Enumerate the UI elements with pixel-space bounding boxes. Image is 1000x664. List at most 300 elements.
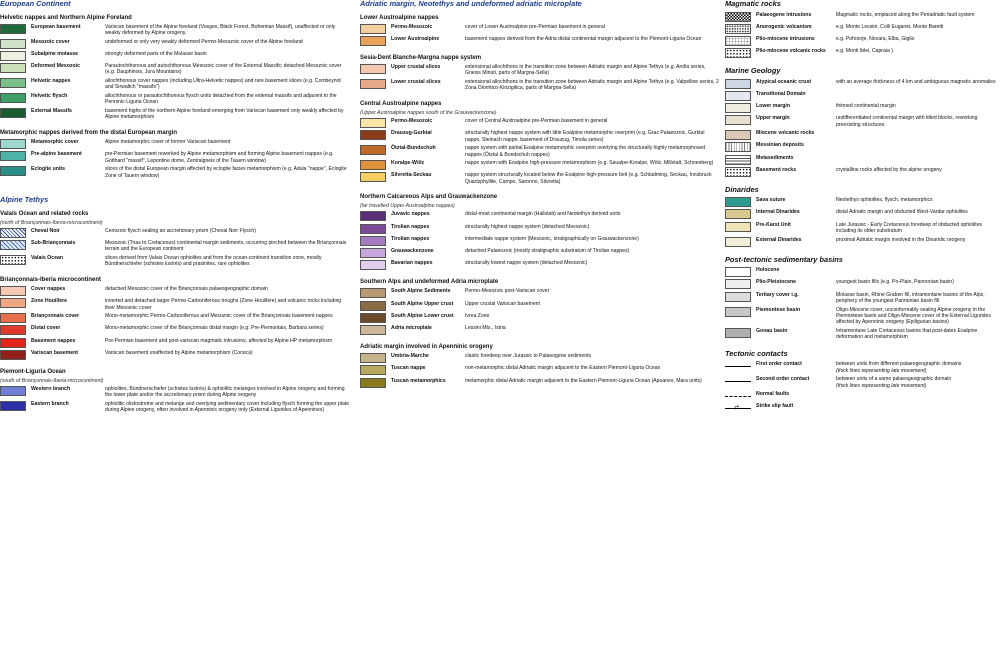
swatch	[0, 298, 26, 308]
group-title-briançonnais: Briançonnais-Iberia microcontinent	[0, 276, 102, 283]
legend-label: Anorogenic volcanism	[756, 23, 812, 30]
legend-label: Umbria-Marche	[391, 353, 429, 360]
legend-desc: Late Jurassic - Early Cretaceous foredeep of obducted ophiolites including its older substratum	[836, 221, 983, 235]
legend-label: Variscan basement	[31, 349, 79, 356]
legend-row	[0, 298, 350, 311]
legend-desc: nappe system structurally located below the Eoalpine high-pressure belt (e.g. Schladming, Seckau, Innsbruck Quartzphyllite, Campo, Saronno, Silvretta)	[465, 172, 712, 185]
legend-row	[360, 325, 720, 335]
legend-row	[360, 301, 720, 311]
legend-row	[0, 228, 350, 238]
legend-label: Pre-alpine basement	[31, 151, 82, 158]
legend-row	[0, 24, 350, 37]
legend-label: Plio-miocene intrusions	[756, 35, 815, 42]
group-lower-austroalpine	[360, 24, 720, 46]
legend-label: External Dinarides	[756, 236, 802, 243]
legend-row	[725, 307, 1000, 326]
legend-desc: Mesozoic (Trias to Cretaceous) continental margin sediments, occurring pinched between the Briançonnais terrain and the European continent	[105, 239, 347, 253]
legend-row	[725, 209, 1000, 219]
swatch	[725, 103, 751, 113]
legend-row	[0, 151, 350, 164]
legend-desc: Intramontane Late Cretaceous basins that post-dates Eoalpine deformation and metamorphism	[836, 327, 978, 341]
swatch	[0, 151, 26, 161]
legend-label: Holocene	[756, 267, 780, 274]
legend-label: Sub-Briançonnais	[31, 239, 76, 246]
legend-label: Koralpe-Wölz	[391, 160, 425, 167]
swatch	[725, 197, 751, 207]
section-title-magmatic-rocks: Magmatic rocks	[725, 0, 781, 8]
swatch	[360, 301, 386, 311]
legend-row	[360, 353, 720, 363]
swatch	[0, 139, 26, 149]
legend-row	[725, 79, 1000, 89]
legend-desc: extensional allochthons in the transition zone between Adriatic margin and Alpine Tethys (e.g. Arolla series, Gneiss Minuti, parts of Margna-Sella)	[465, 64, 706, 77]
swatch	[360, 172, 386, 182]
legend-label: Second order contact	[756, 376, 810, 383]
first-order-contact-icon	[725, 361, 751, 371]
legend-row	[360, 172, 720, 185]
swatch	[0, 24, 26, 34]
legend-note: (thick lines representing late movement)	[836, 367, 927, 374]
swatch	[725, 279, 751, 289]
legend-desc: Magmatic rocks, emplaced along the Periadriatic fault system	[836, 11, 975, 18]
legend-label: Piemontese basin	[756, 306, 801, 313]
legend-label: Eclogite units	[31, 166, 66, 173]
legend-row	[725, 267, 1000, 277]
legend-row	[360, 236, 720, 246]
swatch	[725, 292, 751, 302]
legend-label: Basement nappes	[31, 337, 76, 344]
legend-label: Silvretta-Seckau	[391, 172, 432, 179]
legend-desc: Variscan basement unaffected by Alpine metamorphism (Corsica)	[105, 349, 253, 356]
legend-label: Upper crustal slices	[391, 64, 441, 71]
legend-label: Eastern branch	[31, 400, 69, 407]
legend-desc: allochthonous cover nappes (including Ultra-Helvetic nappes) and rare basement slices (e.g. Combeynot and Sirwaltch "massifs")	[105, 78, 341, 91]
swatch	[725, 115, 751, 125]
swatch	[360, 24, 386, 34]
legend-label: Plio-miocene volcanic rocks	[756, 48, 826, 55]
legend-desc: basement nappes derived from the Adria distal continental margin adjacent to the Piemont-Liguria Ocean	[465, 35, 702, 42]
swatch	[725, 48, 751, 58]
legend-label: Tuscan nappe	[391, 365, 426, 372]
legend-desc: Mono-metamorphic Permo-Carboniferous and Mesozoic cover of the Briançonnais basement nappes	[105, 313, 333, 320]
group-subtitle-valais: (north of Briançonnais-Iberia-microcontinent)	[0, 219, 103, 226]
group-central-austroalpine	[360, 118, 720, 185]
legend-desc: structurally highest nappe system with little Eoalpine metamorphic overprint (e.g. Graz Palaeozoic, Gurktal nappe, Steinach nappe, basement of Drauzug, Timola series)	[465, 130, 705, 143]
legend-row	[360, 145, 720, 158]
swatch	[360, 236, 386, 246]
legend-row	[360, 79, 720, 92]
swatch	[0, 51, 26, 61]
swatch	[0, 313, 26, 323]
legend-desc: e.g. Monti Iblei, Capraia )	[836, 48, 893, 55]
legend-label: Palaeogene intrusions	[756, 11, 812, 18]
group-magmatic	[725, 12, 1000, 59]
legend-label: Upper margin	[756, 115, 790, 122]
legend-label: Lower Austroalpine	[391, 35, 440, 42]
legend-label: Deformed Mesozoic	[31, 63, 81, 70]
legend-label: Transitional Domain	[756, 90, 806, 97]
swatch	[725, 167, 751, 177]
group-subtitle-central-austroalpine: (Upper Austroalpine nappes south of the Grauwackenzone)	[360, 110, 497, 117]
second-order-contact-icon	[725, 376, 751, 386]
legend-desc: undifferentiated continental margin with tilted blocks, reworking preexisting structures	[836, 115, 978, 128]
swatch	[360, 36, 386, 46]
legend-label: Grauwackenzone	[391, 248, 434, 255]
swatch	[360, 248, 386, 258]
legend-column-right	[725, 0, 1000, 422]
legend-label: South Alpine Upper crust	[391, 300, 454, 307]
legend-desc: distal Adriatic margin and obducted West-Vardar ophiolites	[836, 209, 968, 216]
legend-label: Strike slip fault	[756, 403, 794, 410]
swatch	[725, 36, 751, 46]
legend-label: Basement rocks	[756, 166, 797, 173]
legend-row	[725, 48, 1000, 58]
legend-row	[0, 78, 350, 91]
legend-label: Tuscan metamorphics	[391, 377, 446, 384]
group-dinarides	[725, 197, 1000, 246]
swatch	[0, 108, 26, 118]
legend-desc: Ivrea Zone	[465, 312, 490, 319]
section-title-post-tectonic-basins: Post-tectonic sedimentary basins	[725, 254, 843, 264]
legend-desc: clastic foredeep over Jurassic to Palaeogene sediments	[465, 353, 591, 360]
legend-desc: Pre-Permian basement and post-variscan magmatic intrusions, affected by Alpine HP metamorphism	[105, 337, 333, 344]
legend-row	[725, 36, 1000, 46]
group-northern-calcareous-alps	[360, 211, 720, 270]
legend-row	[725, 91, 1000, 101]
swatch	[360, 353, 386, 363]
legend-label: South Alpine Sediments	[391, 288, 451, 295]
section-title-dinarides: Dinarides	[725, 184, 759, 194]
legend-label: Distal cover	[31, 325, 61, 332]
legend-desc: with an average thickness of 4 km and ambiguous magnetic anomalies	[836, 78, 996, 85]
legend-desc: Molasse basin, Rhine Graben fill, intramontane basins of the Alps, periphery of the youngest Pannonian basin fill	[836, 291, 985, 304]
swatch	[0, 350, 26, 360]
swatch	[360, 160, 386, 170]
swatch	[0, 286, 26, 296]
legend-desc: allochthonous or parautochthonous flysch units detached from the external massifs and adjacent to the Penninic-Liguria Ocean	[105, 93, 337, 106]
legend-row	[725, 279, 1000, 289]
swatch	[725, 267, 751, 277]
legend-label: Metasediments	[756, 154, 794, 161]
section-title-marine-geology: Marine Geology	[725, 66, 781, 76]
section-title-adriatic-margin: Adriatic margin, Neotethys and undeformed adriatic microplate	[360, 0, 582, 8]
swatch	[360, 145, 386, 155]
legend-row	[725, 12, 1000, 22]
legend-desc: e.g. Monte Lessini, Colli Euganei, Monte Baretti	[836, 23, 944, 30]
legend-label: European basement	[31, 23, 81, 30]
swatch	[0, 39, 26, 49]
legend-column-left	[0, 0, 350, 423]
legend-row	[360, 118, 720, 128]
legend-desc: detached Palaeozoic (mostly stratigraphic substratum of Tirolian nappes)	[465, 248, 630, 255]
group-title-apenninic: Adriatic margin involved in Apenninic orogeny	[360, 343, 493, 350]
group-marine	[725, 79, 1000, 177]
legend-desc: Parautochthonous and autochthonous Mesozoic cover of the External Massifs; detached Mesozoic cover (e.g. Dauphinois, Jura Mountains)	[105, 63, 342, 76]
legend-label: Bavarian nappes	[391, 260, 433, 267]
legend-row	[725, 376, 1000, 389]
legend-row	[0, 313, 350, 323]
legend-row	[360, 378, 720, 388]
swatch	[725, 155, 751, 165]
group-title-metamorphic-nappes: Metamorphic nappes derived from the distal European margin	[0, 129, 178, 136]
swatch	[360, 365, 386, 375]
legend-row	[0, 51, 350, 61]
swatch	[0, 240, 26, 250]
legend-label: Drauzug-Gurktal	[391, 130, 432, 137]
legend-label: Subalpine molasse	[31, 50, 78, 57]
legend-row	[725, 328, 1000, 341]
legend-desc: e.g. Pohoorje, Novara, Elba, Giglio	[836, 35, 915, 42]
group-apenninic	[360, 353, 720, 387]
swatch	[360, 64, 386, 74]
legend-row	[360, 160, 720, 170]
section-title-alpine-tethys: Alpine Tethys	[0, 195, 49, 205]
legend-row	[0, 108, 350, 121]
legend-row	[0, 386, 350, 399]
legend-desc: thinned continental margin	[836, 102, 896, 109]
group-title-sesia-dent-blanche: Sesia-Dent Blanche-Margna nappe system	[360, 54, 482, 61]
legend-label: Normal faults	[756, 391, 790, 398]
legend-desc: pre-Permian basement reworked by Alpine metamorphism and forming Alpine basement nappes (e.g. Gotthard "massif", Lepontine dome, Zentralgneis of the Tauern window)	[105, 151, 334, 164]
legend-desc: Permo-Mesozoic post-Variscan cover	[465, 288, 550, 295]
legend-desc: slices derived from Valais Ocean ophiolites and from the ocean-continent transition zone, mostly Bündnerschiefer (schistes lustrés) and prasinites, rare ophiolites	[105, 254, 322, 268]
legend-row	[725, 403, 1000, 413]
swatch	[725, 79, 751, 89]
legend-label: Tirolian nappes	[391, 235, 430, 242]
legend-row	[0, 338, 350, 348]
swatch	[725, 328, 751, 338]
legend-label: Western branch	[31, 385, 71, 392]
group-title-piemont-liguria: Piemont-Liguria Ocean	[0, 368, 66, 375]
group-title-lower-austroalpine: Lower Austroalpine nappes	[360, 14, 439, 21]
legend-label: Valais Ocean	[31, 254, 64, 261]
swatch	[0, 93, 26, 103]
legend-row	[360, 313, 720, 323]
swatch	[360, 118, 386, 128]
swatch	[725, 12, 751, 22]
group-basins	[725, 267, 1000, 341]
legend-label: Plio-Pleistocene	[756, 279, 797, 286]
legend-desc: structurally lowest nappe system (detached Mesozoic)	[465, 260, 588, 267]
swatch	[0, 401, 26, 411]
group-sesia-dent-blanche	[360, 64, 720, 92]
group-title-helvetic: Helvetic nappes and Northern Alpine Foreland	[0, 14, 132, 21]
legend-row	[725, 24, 1000, 34]
legend-label: Pre-Karst Unit	[756, 221, 791, 228]
swatch	[360, 130, 386, 140]
legend-label: Sava suture	[756, 197, 786, 204]
legend-row	[725, 292, 1000, 305]
legend-desc: non-metamorphic distal Adriatic margin adjacent to the Eastern Piemont-Liguria Ocean	[465, 365, 661, 372]
legend-desc: Variscan basement of the Alpine foreland (Vosges, Black Forest, Bohemian Massif), unaffected or only weakly deformed by Alpine orogeny.	[105, 23, 336, 37]
legend-row	[0, 139, 350, 149]
legend-row	[0, 350, 350, 360]
legend-row	[360, 64, 720, 77]
swatch	[725, 24, 751, 34]
legend-desc: nappe system with Eoalpine high-pressure metamorphism (e.g. Saualpe-Koralpe, Wölz, Millstatt, Schneeberg)	[465, 160, 714, 167]
section-title-tectonic-contacts: Tectonic contacts	[725, 348, 788, 358]
legend-label: Internal Dinarides	[756, 209, 800, 216]
legend-row	[0, 325, 350, 335]
legend-column-middle	[360, 0, 720, 397]
legend-label: Briançonnais cover	[31, 313, 80, 320]
legend-row	[725, 237, 1000, 247]
legend-desc: crystalline rocks affected by the alpine orogeny	[836, 166, 942, 173]
legend-desc: structurally highest nappe system (detached Mesozoic)	[465, 223, 590, 230]
legend-label: Adria microplate	[391, 324, 432, 331]
legend-row	[0, 286, 350, 296]
legend-desc: ophiolites, Bündnerschiefer (schistes lustrés) & ophiolitic melanges involved in Alpine orogeny and forming the lower plate and/or the accretionary prism during Alpine orogeny	[105, 385, 345, 399]
swatch	[0, 325, 26, 335]
legend-desc: inverted and detached larger Permo-Carboniferous troughs (Zone Houillère) and volcanic rocks including their Mesozoic cover	[105, 298, 342, 311]
legend-row	[360, 248, 720, 258]
legend-row	[0, 401, 350, 414]
legend-row	[360, 36, 720, 46]
legend-row	[360, 24, 720, 34]
legend-desc: metamorphic distal Adriatic margin adjacent to the Eastern Piemont-Liguria Ocean (Apuanes, Mara units)	[465, 377, 702, 384]
legend-label: Atypical oceanic crust	[756, 78, 812, 85]
legend-label: Mesozoic cover	[31, 38, 70, 45]
swatch	[725, 209, 751, 219]
legend-row	[0, 240, 350, 253]
swatch	[725, 91, 751, 101]
legend-label: Cheval Noir	[31, 227, 60, 234]
legend-desc: distal-most continental margin (Hallstatt) and Neotethys derived units	[465, 211, 621, 218]
swatch	[725, 130, 751, 140]
legend-row	[725, 103, 1000, 113]
legend-label: Miocene volcanic rocks	[756, 130, 815, 137]
group-valais	[0, 228, 350, 268]
swatch	[360, 288, 386, 298]
legend-row	[0, 63, 350, 76]
legend-desc: basement highs of the northern Alpine foreland emerging from Variscan basement only weakly affected by Alpine metamorphism	[105, 108, 344, 121]
legend-label: Helvetic flysch	[31, 93, 68, 100]
legend-desc: detached Mesozoic cover of the Briançonnais palaeogeographic domain	[105, 285, 268, 292]
group-title-central-austroalpine: Central Austroalpine nappes	[360, 100, 442, 107]
group-southern-alps	[360, 288, 720, 335]
legend-desc: undeformed or only very weakly deformed Permo-Mesozoic cover of the Alpine foreland	[105, 38, 303, 45]
legend-desc: Alpine metamorphic cover of former Variscan basement	[105, 139, 231, 146]
swatch	[725, 222, 751, 232]
group-title-valais: Valais Ocean and related rocks	[0, 210, 89, 217]
legend-row	[725, 222, 1000, 235]
legend-label: Tertiary cover i.g.	[756, 291, 799, 298]
legend-desc: Cenozoic flysch sealing an accretionary prism (Cheval Noir Flysch)	[105, 227, 256, 234]
group-brianconnais	[0, 286, 350, 360]
swatch	[360, 260, 386, 270]
legend-label: Tirolian nappes	[391, 223, 430, 230]
swatch	[0, 255, 26, 265]
legend-row	[725, 142, 1000, 152]
normal-fault-icon	[725, 391, 751, 401]
swatch	[0, 63, 26, 73]
swatch	[0, 228, 26, 238]
legend-row	[0, 39, 350, 49]
legend-row	[360, 211, 720, 221]
legend-desc: Oligo-Miocene cover, unconformably sealing Alpine orogeny in the Piemontese basin and Oligo-Miocene cover of the External Ligurides affected by Apenninic orogeny (Epiligurian basins)	[836, 306, 991, 326]
legend-label: Gonau basin	[756, 327, 788, 334]
legend-row	[360, 288, 720, 298]
legend-row	[725, 197, 1000, 207]
group-title-northern-calcareous-alps: Northern Calcareous Alps and Grauwackenzone	[360, 194, 498, 201]
swatch	[360, 224, 386, 234]
swatch	[0, 78, 26, 88]
legend-row	[360, 260, 720, 270]
legend-row	[0, 255, 350, 268]
swatch	[0, 386, 26, 396]
legend-desc: youngest basin fills (e.g. Po-Plain, Pannonian basin)	[836, 279, 954, 286]
legend-desc: slices of the distal European margin affected by eclogite facies metamorphism (e.g. Adula "nappe", Eclogite Zone of Tauern window)	[105, 166, 347, 179]
legend-label: Zone Houillère	[31, 298, 68, 305]
legend-row	[0, 166, 350, 179]
legend-desc: proximal Adriatic margin involved in the Dinaridic orogeny	[836, 236, 966, 243]
legend-desc: cover of Lower Austroalpine pre-Permian basement in general	[465, 23, 605, 30]
group-contacts	[725, 361, 1000, 413]
legend-desc: Mono-metamorphic cover of the Briançonnais distal margin (e.g. Pre-Piemontais, Barbara series)	[105, 325, 324, 332]
legend-label: External Massifs	[31, 108, 72, 115]
legend-desc: between units of a same palaeogeographic domain	[836, 376, 952, 383]
section-title-european-continent: European Continent	[0, 0, 71, 8]
legend-label: Metamorphic cover	[31, 139, 79, 146]
swatch	[360, 313, 386, 323]
legend-desc: nappe system with partial Eoalpine metamorphic overprint overlying the structurally highly metamorphosed nappes (Ötztal & Bundschuh nappes)	[465, 145, 706, 158]
group-piemont-liguria	[0, 386, 350, 414]
legend-label: First order contact	[756, 361, 802, 368]
legend-row	[725, 167, 1000, 177]
legend-label: Juvavic nappes	[391, 211, 430, 218]
swatch	[725, 237, 751, 247]
strike-slip-fault-icon: ⇄	[725, 403, 751, 413]
group-helvetic	[0, 24, 350, 121]
legend-row	[725, 115, 1000, 128]
legend-desc: extensional allochthons in the transition zone between Adriatic margin and Alpine Tethys (e.g. Valpelline series, 2 Zona Diorritico-Kinzigitica, parts of Margna-Sella)	[465, 79, 719, 92]
legend-label: Lower crustal slices	[391, 79, 441, 86]
legend-note: (thick lines representing late movement)	[836, 382, 927, 389]
legend-desc: strongly deformed parts of the Molasse basin	[105, 50, 207, 57]
legend-row	[725, 391, 1000, 401]
group-subtitle-piemont-liguria: (south of Briançonnais-Iberia-microcontinent)	[0, 377, 104, 384]
swatch	[725, 307, 751, 317]
legend-row	[0, 93, 350, 106]
legend-desc: intermediate nappe system (Mesozoic, stratigraphically on Grauwackenzone)	[465, 235, 639, 242]
legend-desc: cover of Central Austroalpine pre-Permian basement in general	[465, 118, 608, 125]
legend-desc: Upper crustal Variscan basement	[465, 300, 540, 307]
legend-label: Ötztal-Bundschuh	[391, 145, 436, 152]
group-subtitle-northern-calcareous-alps: (far travelled Upper Austroalpine nappes)	[360, 203, 455, 210]
swatch	[360, 325, 386, 335]
legend-row	[360, 365, 720, 375]
swatch	[360, 378, 386, 388]
legend-row	[360, 224, 720, 234]
legend-label: Helvetic nappes	[31, 78, 71, 85]
legend-desc: Lessini Mts., Istria	[465, 324, 506, 331]
swatch	[725, 142, 751, 152]
legend-row	[725, 130, 1000, 140]
legend-row	[360, 130, 720, 143]
legend-label: South Alpine Lower crust	[391, 312, 454, 319]
legend-label: Lower margin	[756, 102, 791, 109]
legend-desc: Neotethys ophiolites, flysch, metamorphics	[836, 197, 933, 204]
swatch	[360, 79, 386, 89]
swatch	[360, 211, 386, 221]
legend-row	[725, 155, 1000, 165]
legend-label: Messinian deposits	[756, 142, 804, 149]
legend-label: Permo-Mesozoic	[391, 23, 433, 30]
group-title-southern-alps: Southern Alps and undeformed Adria microplate	[360, 279, 499, 286]
group-metamorphic-nappes	[0, 139, 350, 179]
legend-desc: between units from different palaeogeographic domains	[836, 361, 962, 368]
legend-row	[725, 361, 1000, 374]
